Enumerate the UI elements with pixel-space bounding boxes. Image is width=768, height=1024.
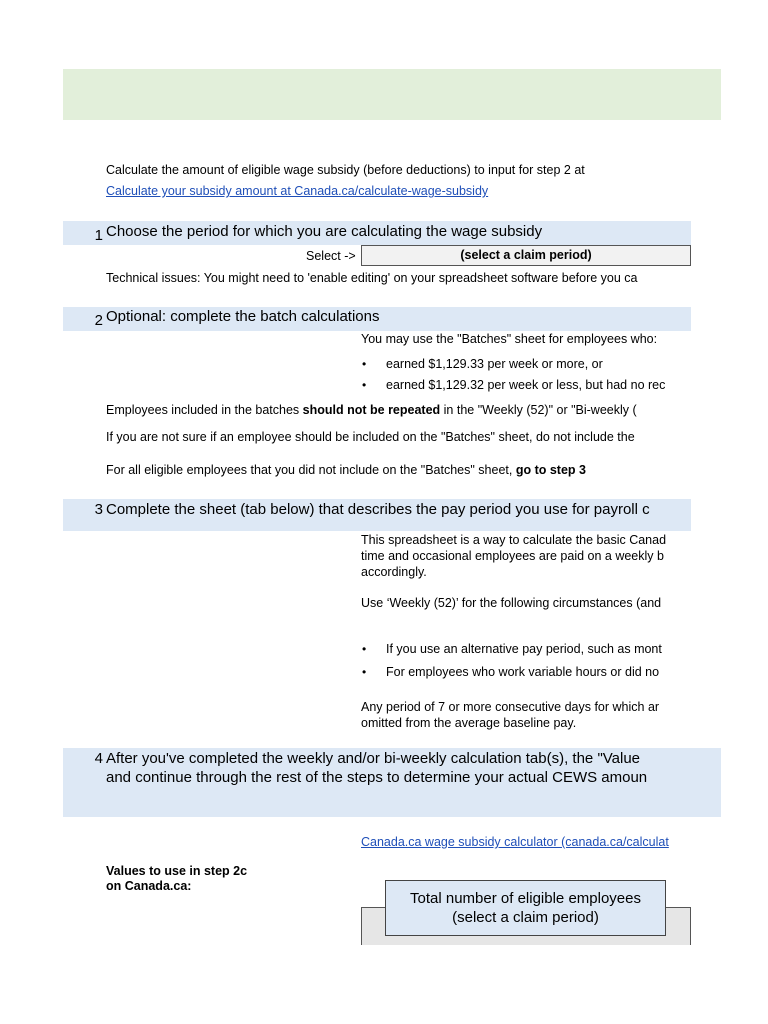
sheet-header-band — [63, 69, 721, 120]
batch-go-step3: For all eligible employees that you did not include on the "Batches" sheet, go to step 3 — [106, 463, 586, 477]
step1-title: Choose the period for which you are calculating the wage subsidy — [106, 223, 543, 240]
select-label: Select -> — [306, 249, 356, 263]
step2-number: 2 — [94, 312, 103, 329]
values-label-line-2: on Canada.ca: — [106, 879, 192, 893]
intro-text: Calculate the amount of eligible wage subsidy (before deductions) to input for step 2 at — [106, 163, 585, 177]
batch-repeat-note: Employees included in the batches should not be repeated in the "Weekly (52)" or "Bi-weekly ( — [106, 403, 637, 417]
step3-number: 3 — [94, 501, 103, 518]
bullet-icon: • — [362, 665, 367, 679]
any-period-line-1: Any period of 7 or more consecutive days for which ar — [361, 700, 660, 714]
step4-line-1: After you've completed the weekly and/or bi-weekly calculation tab(s), the "Value — [106, 750, 641, 767]
any-period-line-2: omitted from the average baseline pay. — [361, 716, 577, 730]
total-employees-label: Total number of eligible employees — [410, 890, 641, 907]
batch-bullet-1: earned $1,129.33 per week or more, or — [386, 357, 603, 371]
total-employees-value: (select a claim period) — [452, 909, 599, 926]
calculator-link[interactable]: Canada.ca wage subsidy calculator (canada.ca/calculat — [361, 835, 669, 849]
technical-note: Technical issues: You might need to 'enable editing' on your spreadsheet software before you ca — [106, 271, 638, 285]
bullet-icon: • — [362, 357, 367, 371]
weekly-bullet-1: If you use an alternative pay period, such as mont — [386, 642, 662, 656]
claim-period-select[interactable]: (select a claim period) — [361, 245, 691, 266]
total-employees-box — [385, 880, 666, 936]
bullet-icon: • — [362, 378, 367, 392]
batches-intro: You may use the "Batches" sheet for employees who: — [361, 332, 658, 346]
step3-para-line-1: This spreadsheet is a way to calculate the basic Canad — [361, 533, 667, 547]
batch-unsure-note: If you are not sure if an employee should be included on the "Batches" sheet, do not include the — [106, 430, 635, 444]
use-weekly-note: Use ‘Weekly (52)’ for the following circumstances (and — [361, 596, 662, 610]
values-label-line-1: Values to use in step 2c — [106, 864, 248, 878]
batch-bullet-2: earned $1,129.32 per week or less, but had no rec — [386, 378, 666, 392]
step1-number: 1 — [94, 227, 103, 244]
step3-title: Complete the sheet (tab below) that describes the pay period you use for payroll c — [106, 501, 650, 518]
weekly-bullet-2: For employees who work variable hours or did no — [386, 665, 660, 679]
calculate-subsidy-link[interactable]: Calculate your subsidy amount at Canada.ca/calculate-wage-subsidy — [106, 184, 489, 198]
step4-line-2: and continue through the rest of the steps to determine your actual CEWS amoun — [106, 769, 648, 786]
step4-number: 4 — [94, 750, 103, 767]
step3-para-line-3: accordingly. — [361, 565, 427, 579]
step2-title: Optional: complete the batch calculations — [106, 308, 380, 325]
step3-para-line-2: time and occasional employees are paid on a weekly b — [361, 549, 664, 563]
bullet-icon: • — [362, 642, 367, 656]
